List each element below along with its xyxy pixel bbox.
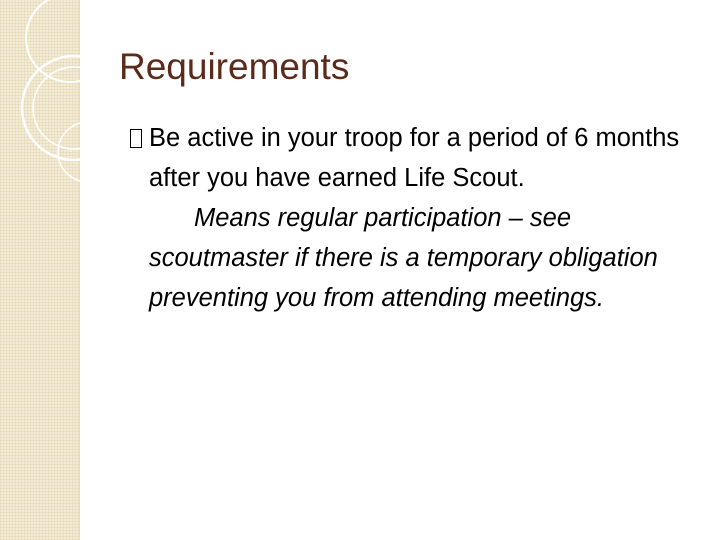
bullet-item: [130, 118, 690, 198]
bullet-text: Be active in your troop for a period of 6 months after you have earned Life Scout.: [149, 124, 680, 192]
slide-title: Requirements: [119, 46, 350, 87]
sub-paragraph: [130, 198, 690, 318]
circle-arcs-decoration: [0, 0, 130, 200]
sub-paragraph-text: Means regular participation – see scoutmaster if there is a temporary obligation preventing you from attending meetings.: [149, 204, 658, 312]
missing-glyph-box-icon: [130, 129, 142, 148]
slide-body: [130, 118, 690, 318]
